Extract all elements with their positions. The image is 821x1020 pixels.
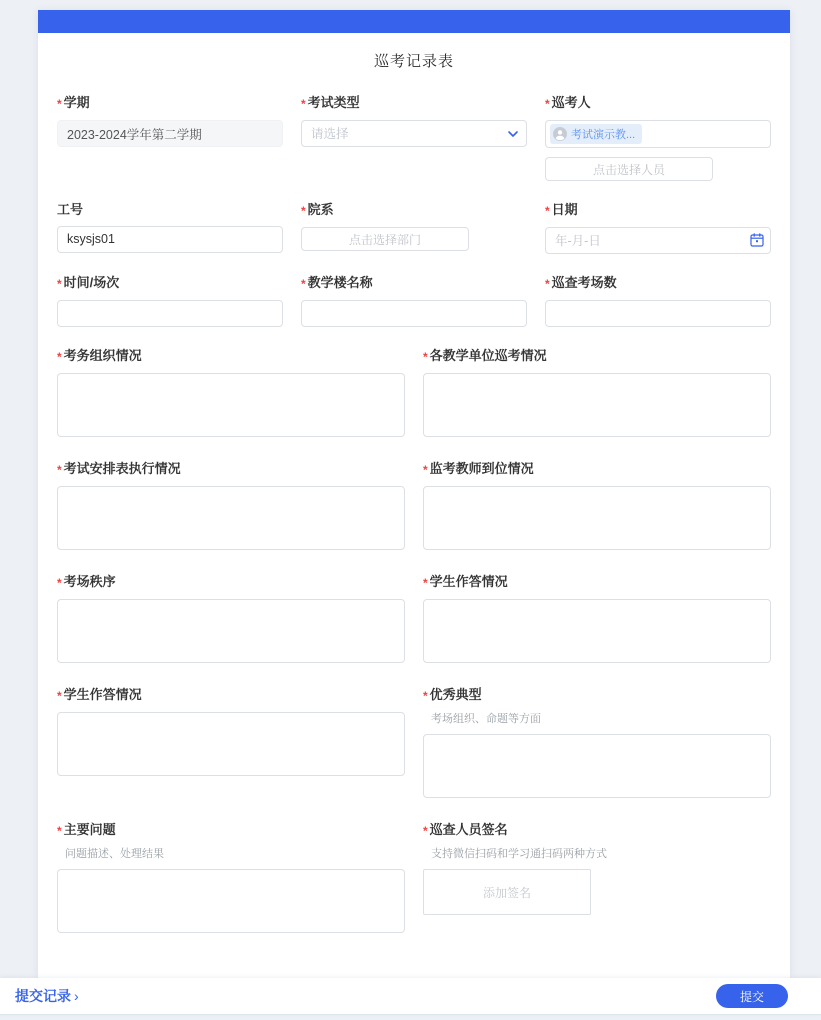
exam-type-field <box>301 95 527 147</box>
time-session-label: * 时间/场次 <box>57 275 120 291</box>
exam-type-label: * 考试类型 <box>301 95 360 111</box>
highlights-hint: 考场组织、命题等方面 <box>431 713 541 725</box>
room-order-textarea[interactable] <box>57 599 405 663</box>
required-mark: * <box>57 97 62 111</box>
arrow-right-icon: › <box>74 988 79 1004</box>
required-mark: * <box>301 204 306 218</box>
person-tag[interactable] <box>550 124 642 144</box>
department-field <box>301 202 527 251</box>
patrol-person-tags[interactable] <box>545 120 771 148</box>
semester-field <box>57 95 283 147</box>
time-session-field <box>57 275 283 327</box>
room-order-field: * 考场秩序 <box>57 574 405 668</box>
required-mark: * <box>545 277 550 291</box>
required-mark: * <box>423 689 428 703</box>
semester-label: * 学期 <box>57 95 90 111</box>
required-mark: * <box>301 277 306 291</box>
exam-organization-textarea[interactable] <box>57 373 405 437</box>
schedule-execution-field: * 考试安排表执行情况 <box>57 461 405 555</box>
highlights-field: * 优秀典型 考场组织、命题等方面 <box>423 687 771 803</box>
bottom-action-bar <box>0 978 821 1015</box>
select-department-button[interactable]: 点击选择部门 <box>301 227 469 251</box>
employee-id-input[interactable] <box>57 226 283 253</box>
required-mark: * <box>57 824 62 838</box>
signature-field: * 巡查人员签名 支持微信扫码和学习通扫码两种方式 添加签名 <box>423 822 771 915</box>
patrol-person-field <box>545 95 771 181</box>
required-mark: * <box>423 463 428 477</box>
patrol-record-form <box>38 95 790 978</box>
patrol-person-label: * 巡考人 <box>545 95 591 111</box>
required-mark: * <box>423 824 428 838</box>
required-mark: * <box>57 463 62 477</box>
main-issues-textarea[interactable] <box>57 869 405 933</box>
room-count-input[interactable] <box>545 300 771 327</box>
unit-patrol-field: * 各教学单位巡考情况 <box>423 348 771 442</box>
building-label: * 教学楼名称 <box>301 275 373 291</box>
required-mark: * <box>301 97 306 111</box>
person-tag-name: 考试演示教... <box>571 129 636 141</box>
required-mark: * <box>423 350 428 364</box>
student-answering-2-field: * 学生作答情况 <box>57 687 405 781</box>
required-mark: * <box>57 277 62 291</box>
department-label: * 院系 <box>301 202 334 218</box>
exam-organization-field: * 考务组织情况 <box>57 348 405 442</box>
main-issues-hint: 问题描述、处理结果 <box>65 848 164 860</box>
page-title: 巡考记录表 <box>373 53 454 70</box>
room-count-label: * 巡查考场数 <box>545 275 617 291</box>
unit-patrol-textarea[interactable] <box>423 373 771 437</box>
add-signature-button[interactable]: 添加签名 <box>423 869 591 915</box>
date-label: * 日期 <box>545 202 578 218</box>
select-person-button[interactable]: 点击选择人员 <box>545 157 713 181</box>
required-mark: * <box>57 350 62 364</box>
proctor-presence-field: * 监考教师到位情况 <box>423 461 771 555</box>
main-issues-field: * 主要问题 问题描述、处理结果 <box>57 822 405 938</box>
building-input[interactable] <box>301 300 527 327</box>
date-field <box>545 202 771 254</box>
required-mark: * <box>545 97 550 111</box>
submitted-records-link[interactable]: 提交记录 › <box>15 988 79 1004</box>
student-answering-2-textarea[interactable] <box>57 712 405 776</box>
building-field <box>301 275 527 327</box>
date-input[interactable] <box>545 227 771 254</box>
avatar-icon <box>553 127 567 141</box>
employee-id-label: 工号 <box>57 202 84 217</box>
time-session-input[interactable] <box>57 300 283 327</box>
schedule-execution-textarea[interactable] <box>57 486 405 550</box>
room-count-field <box>545 275 771 327</box>
required-mark: * <box>545 204 550 218</box>
signature-hint: 支持微信扫码和学习通扫码两种方式 <box>431 848 607 860</box>
exam-type-select[interactable] <box>301 120 527 147</box>
required-mark: * <box>423 576 428 590</box>
required-mark: * <box>57 576 62 590</box>
proctor-presence-textarea[interactable] <box>423 486 771 550</box>
submit-button[interactable]: 提交 <box>716 984 788 1008</box>
required-mark: * <box>57 689 62 703</box>
employee-id-field <box>57 202 283 253</box>
student-answering-textarea[interactable] <box>423 599 771 663</box>
calendar-icon[interactable] <box>750 233 764 247</box>
card-top-accent-bar <box>38 10 790 33</box>
highlights-textarea[interactable] <box>423 734 771 798</box>
form-card <box>38 10 790 978</box>
semester-input[interactable] <box>57 120 283 147</box>
student-answering-field: * 学生作答情况 <box>423 574 771 668</box>
